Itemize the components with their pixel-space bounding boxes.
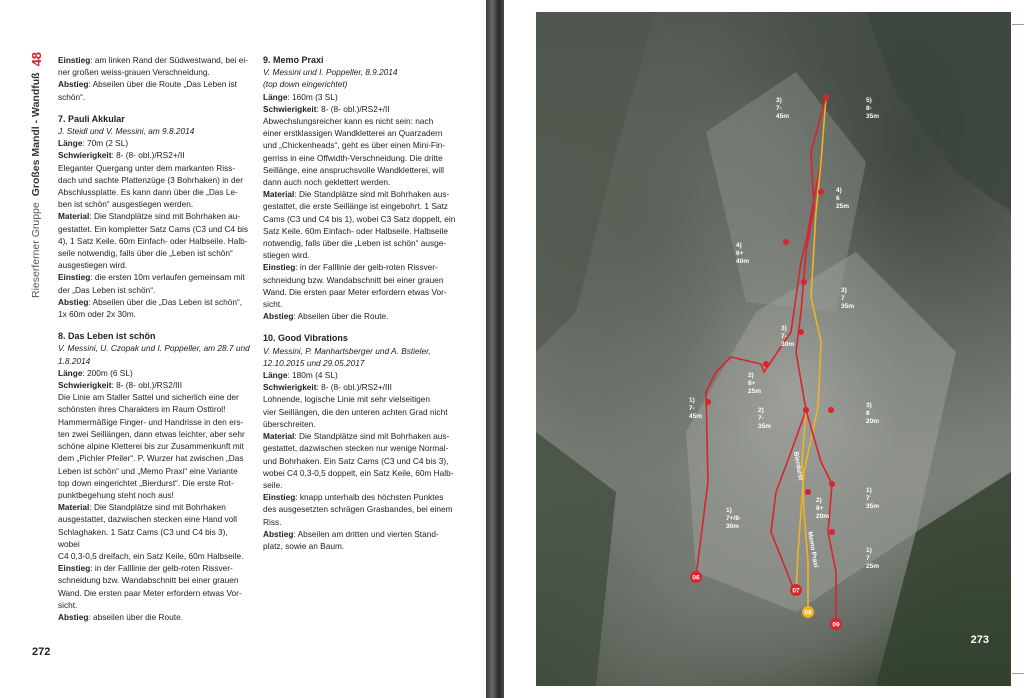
text-line [58, 186, 250, 198]
text-line [263, 164, 458, 176]
page-number-right: 273 [970, 634, 989, 646]
field-text: gestattet, dazwischen stecken nur wenige Normal- [263, 443, 449, 454]
text-line [263, 442, 458, 454]
field-label: Länge [263, 370, 288, 381]
text-line [58, 137, 250, 149]
pitch-label: 3) 7 35m [841, 287, 855, 310]
field-label: Einstieg [263, 262, 296, 273]
pitch-label: 3) 7-45m [776, 97, 790, 120]
field-text: : Abseilen über die Route „Das Leben ist [88, 79, 237, 90]
pitch-label: 4) 6+ 40m [736, 242, 750, 265]
field-label: Material [58, 211, 90, 222]
crop-mark [1012, 673, 1024, 674]
field-text: Lohnende, logische Linie mit sehr vielseitigen [263, 394, 430, 405]
text-line [263, 139, 458, 151]
route-heading: 9. Memo Praxi [263, 55, 324, 65]
spine-chapter-number: 48 [28, 51, 44, 67]
text-line [263, 286, 458, 298]
field-text: schönsten ihres Charakters im Raum Osttirol! [58, 404, 226, 415]
text-line [58, 91, 250, 103]
text-line [58, 428, 250, 440]
text-line [263, 225, 458, 237]
field-text: vier Seillängen, die den unteren achten Grad nicht [263, 406, 448, 417]
route-name-label: Bierdurst [792, 451, 804, 481]
field-text: schneidung bzw. Wandabschnitt bei einer grauen [263, 274, 444, 285]
field-text: 4), 1 Satz Keile. 60m Einfach- oder Halbseile. Halb- [58, 235, 248, 246]
text-line [58, 440, 250, 452]
route-authors: 1.8.2014 [58, 355, 91, 366]
svg-text:09: 09 [832, 621, 840, 629]
field-text: wobei C4 0,3-0,5 doppelt, ein Satz Keile, 60m Halb- [263, 467, 454, 478]
field-text: sicht. [263, 299, 283, 310]
field-text: : 8- (8- obl.)/RS2+/II [316, 103, 390, 114]
text-line [58, 599, 250, 611]
text-line [58, 247, 250, 259]
text-line [263, 491, 458, 503]
field-text: ten zwei Seillängen, dann etwas leichter, aber sehr [58, 428, 245, 439]
pitch-label: 3) 7-30m [781, 325, 795, 348]
crop-mark [1012, 24, 1024, 25]
belay-station [829, 481, 835, 487]
text-line [263, 298, 458, 310]
text-line [58, 465, 250, 477]
field-text: Leben ist schön“ und „Memo Praxi“ eine Variante [58, 465, 238, 476]
field-text: : 180m (4 SL) [287, 370, 338, 381]
text-line [263, 467, 458, 479]
pitch-label: 5) 8-35m [866, 97, 880, 120]
pitch-label: 2) 7-35m [758, 407, 772, 430]
text-line [263, 200, 458, 212]
text-line [58, 379, 250, 391]
page-number-left: 272 [32, 646, 51, 658]
field-text: Schlaghaken. 1 Satz Cams (C3 und C4 bis 3), wobei [58, 526, 228, 549]
belay-station [783, 239, 789, 245]
field-text: Satz Keile. 60m Einfach- oder Halbseile. Halbseile [263, 225, 448, 236]
belay-station [828, 407, 834, 413]
text-line [58, 367, 250, 379]
text-line [263, 152, 458, 164]
svg-text:06: 06 [692, 574, 700, 582]
field-text: : Die Standplätze sind mit Bohrhaken aus- [294, 189, 450, 200]
field-text: schneidung bzw. Wandabschnitt bei einer grauen [58, 575, 239, 586]
field-text: Abwechslungsreicher kann es nicht sein: nach [263, 116, 434, 127]
text-line [58, 587, 250, 599]
field-text: Die Linie am Staller Sattel und sicherlich eine der [58, 392, 239, 403]
field-text: überschreiten. [263, 418, 316, 429]
text-line [58, 210, 250, 222]
field-text: top down eingerichtet „Bierdurst“. Die erste Rot- [58, 477, 234, 488]
belay-station [823, 94, 829, 100]
text-line [263, 393, 458, 405]
text-line [58, 198, 250, 210]
route-authors: (top down eingerichtet) [263, 79, 348, 90]
field-label: Abstieg [58, 296, 89, 307]
field-text: Hammermäßige Finger- und Handrisse in den ers- [58, 416, 244, 427]
belay-station [818, 189, 824, 195]
text-line [58, 235, 250, 247]
gutter-edge [486, 0, 504, 698]
field-text: : Die Standplätze sind mit Bohrhaken au- [89, 211, 241, 222]
text-line [263, 455, 458, 467]
text-line [263, 516, 458, 528]
text-line [263, 91, 458, 103]
route-authors: V. Messini, U. Czopak und I. Poppeller, am 28.7 und [58, 343, 250, 354]
field-text: platz, sowie an Baum. [263, 540, 345, 551]
field-text: : 70m (2 SL) [82, 138, 129, 149]
field-label: Schwierigkeit [263, 382, 317, 393]
belay-station [805, 489, 811, 495]
field-text: : 160m (3 SL) [287, 91, 338, 102]
field-text: seile. [263, 479, 283, 490]
pitch-label: 4) 6 25m [836, 187, 850, 210]
pitch-label: 2) 8+ 25m [748, 372, 762, 395]
field-text: einer erstklassigen Wandkletterei an Quarzadern [263, 128, 443, 139]
field-text: : Die Standplätze sind mit Bohrhaken aus- [294, 431, 450, 442]
text-line [263, 310, 458, 322]
field-text: : 8- (8- obl.)/RS2/III [111, 380, 183, 391]
field-label: Schwierigkeit [58, 380, 112, 391]
spine-area: Großes Mandl - Wandfuß [30, 72, 42, 197]
field-text: : Abseilen über die Route. [293, 311, 389, 322]
field-text: Seillänge, eine anspruchsvolle Wandkletterei, will [263, 164, 444, 175]
text-line [263, 249, 458, 261]
spacer [58, 103, 250, 113]
chapter-spine [26, 51, 46, 298]
text-line [58, 174, 250, 186]
field-text: : die ersten 10m verlaufen gemeinsam mit [90, 272, 245, 283]
field-text: Riss. [263, 516, 282, 527]
route-name-label: Memo Praxi [806, 531, 820, 569]
text-line [58, 149, 250, 161]
field-label: Abstieg [263, 528, 294, 539]
route-start-number [690, 571, 702, 583]
route-heading: 7. Pauli Akkular [58, 113, 125, 124]
text-line [58, 513, 250, 525]
text-line [58, 501, 250, 513]
left-text-column [58, 54, 250, 623]
text-line [263, 176, 458, 188]
pitch-label: 3) 8 20m [866, 402, 880, 425]
field-label: Schwierigkeit [263, 103, 317, 114]
field-label: Material [263, 431, 295, 442]
svg-text:07: 07 [792, 587, 800, 595]
pitch-label: 1) 7 25m [866, 547, 880, 570]
field-text: dann auch noch geklettert werden. [263, 177, 391, 188]
route-start-number [830, 618, 842, 630]
field-label: Einstieg [58, 563, 91, 574]
text-line [263, 430, 458, 442]
text-line [58, 403, 250, 415]
field-text: : knapp unterhalb des höchsten Punktes [295, 492, 444, 503]
route-heading: 10. Good Vibrations [263, 333, 348, 344]
text-line [58, 78, 250, 90]
text-line [58, 477, 250, 489]
text-line [263, 213, 458, 225]
text-line [58, 54, 250, 66]
field-text: Cams (C3 und C4 bis 1), wobei C3 Satz doppelt, ein [263, 213, 456, 224]
route-authors: J. Steidl und V. Messini, am 9.8.2014 [58, 126, 195, 137]
field-text: ben ist schön“ ausgestiegen werden. [58, 199, 194, 210]
field-text: schöne alpine Kletterei bis zur Zusammenkunft mit [58, 441, 244, 452]
field-text: Wand. Die ersten paar Meter erfordern etwas Vor- [263, 286, 447, 297]
right-page [536, 0, 1024, 698]
field-label: Material [263, 189, 295, 200]
text-line [58, 162, 250, 174]
text-line [58, 416, 250, 428]
text-line [58, 308, 250, 320]
route-heading: 8. Das Leben ist schön [58, 331, 156, 342]
field-text: : Abseilen über die „Das Leben ist schön“, [88, 296, 243, 307]
field-text: sicht. [58, 599, 78, 610]
belay-station [803, 407, 809, 413]
text-line [58, 452, 250, 464]
text-line [263, 237, 458, 249]
text-line [263, 369, 458, 381]
text-line [58, 550, 250, 562]
route-authors: V. Messini, P. Manhartsberger und A. Bstieler, [263, 345, 431, 356]
svg-text:08: 08 [804, 609, 812, 617]
field-text: Eleganter Quergang unter dem markanten Riss- [58, 162, 236, 173]
field-text: : abseilen über die Route. [88, 611, 183, 622]
text-line [58, 296, 250, 308]
route-start-number [790, 584, 802, 596]
belay-station [829, 529, 835, 535]
pitch-label: 1) 7+/8-30m [726, 507, 741, 530]
field-text: seile notwendig, falls über die „Leben ist schön“ [58, 248, 233, 259]
field-text: Wand. Die ersten paar Meter erfordern etwas Vor- [58, 587, 242, 598]
belay-station [798, 329, 804, 335]
text-line [263, 274, 458, 286]
field-text: ausgestiegen wird. [58, 260, 128, 271]
field-label: Schwierigkeit [58, 150, 112, 161]
text-line [58, 271, 250, 283]
text-line [58, 391, 250, 403]
field-text: C4 0,3-0,5 dreifach, ein Satz Keile, 60m Halbseile. [58, 550, 244, 561]
route-start-number [802, 606, 814, 618]
left-page [0, 0, 486, 698]
field-label: Abstieg [58, 611, 89, 622]
text-line [263, 406, 458, 418]
field-text: dach und sachte Plattenzüge (3 Bohrhaken) in der [58, 174, 243, 185]
text-line [263, 381, 458, 393]
field-text: : 8- (8- obl.)/RS2+/III [316, 382, 392, 393]
field-label: Abstieg [263, 311, 294, 322]
text-line [263, 188, 458, 200]
field-text: und „Chickenheads“, geht es über einen Mini-Fin- [263, 140, 446, 151]
field-text: 1x 60m oder 2x 30m. [58, 309, 136, 320]
topo-overlay [536, 12, 1011, 686]
belay-station [763, 361, 769, 367]
pitch-label: 2) 8+ 20m [816, 497, 830, 520]
field-text: : in der Falllinie der gelb-roten Rissver- [90, 563, 233, 574]
text-line [263, 479, 458, 491]
field-label: Länge [58, 138, 83, 149]
field-label: Einstieg [58, 55, 91, 65]
field-text: dem „Pichler Pfeiler“. P. Wurzer hat zwischen „Das [58, 453, 244, 464]
field-text: gestattet, die erste Seillänge ist eingebohrt. 1 Satz [263, 201, 448, 212]
field-text: ausgestattet, dazwischen stecken eine Hand voll [58, 514, 237, 525]
text-line [58, 611, 250, 623]
text-line [58, 284, 250, 296]
field-text: : 200m (6 SL) [82, 367, 133, 378]
field-text: gestattet. Ein kompletter Satz Cams (C3 und C4 bis [58, 223, 248, 234]
field-text: stiegen wird. [263, 250, 310, 261]
text-line [263, 261, 458, 273]
text-line [263, 528, 458, 540]
spacer [58, 320, 250, 330]
text-line [58, 489, 250, 501]
field-text: schön“. [58, 91, 86, 102]
text-line [58, 223, 250, 235]
belay-station [801, 279, 807, 285]
text-line [263, 418, 458, 430]
field-text: ner großen weiss-grauen Verschneidung. [58, 67, 210, 78]
right-text-column [263, 54, 458, 552]
field-label: Länge [263, 91, 288, 102]
field-text: notwendig, falls über die „Leben ist schön“ ausge- [263, 238, 447, 249]
spacer [263, 322, 458, 332]
field-text: des ausgesetzten schrägen Grasbandes, bei einem [263, 504, 453, 515]
topo-photo [536, 12, 1011, 686]
text-line [58, 526, 250, 550]
text-line [58, 66, 250, 78]
field-label: Abstieg [58, 79, 89, 90]
text-line [58, 259, 250, 271]
text-line [58, 562, 250, 574]
text-line [58, 574, 250, 586]
field-label: Material [58, 502, 90, 513]
field-text: : 8- (8- obl.)/RS2+/II [111, 150, 185, 161]
field-text: punktbegehung steht noch aus! [58, 489, 174, 500]
text-line [263, 103, 458, 115]
field-text: : in der Falllinie der gelb-roten Rissver- [295, 262, 438, 273]
belay-station [705, 399, 711, 405]
text-line [263, 127, 458, 139]
text-line [263, 503, 458, 515]
pitch-label: 1) 7-45m [689, 397, 703, 420]
text-line [263, 115, 458, 127]
field-label: Einstieg [263, 492, 296, 503]
route-authors: 12.10.2015 und 29.05.2017 [263, 357, 365, 368]
spine-group: Rieserferner Gruppe [30, 202, 42, 298]
pitch-label: 1) 7 35m [866, 487, 880, 510]
text-line [263, 540, 458, 552]
field-text: und Bohrhaken. Ein Satz Cams (C3 und C4 bis 3), [263, 455, 449, 466]
field-text: Abschlussplatte. Es kann dann über die „Das Le- [58, 187, 238, 198]
field-label: Einstieg [58, 272, 91, 283]
field-text: der „Das Leben ist schön“. [58, 284, 156, 295]
field-label: Länge [58, 367, 83, 378]
field-text: : Abseilen am dritten und vierten Stand- [293, 528, 439, 539]
field-text: : am linken Rand der Südwestwand, bei ei- [90, 55, 249, 65]
route-authors: V. Messini und I. Poppeller, 8.9.2014 [263, 67, 398, 78]
field-text: : Die Standplätze sind mit Bohrhaken [89, 502, 226, 513]
field-text: gerriss in eine Offwidth-Verschneidung. Die dritte [263, 152, 443, 163]
